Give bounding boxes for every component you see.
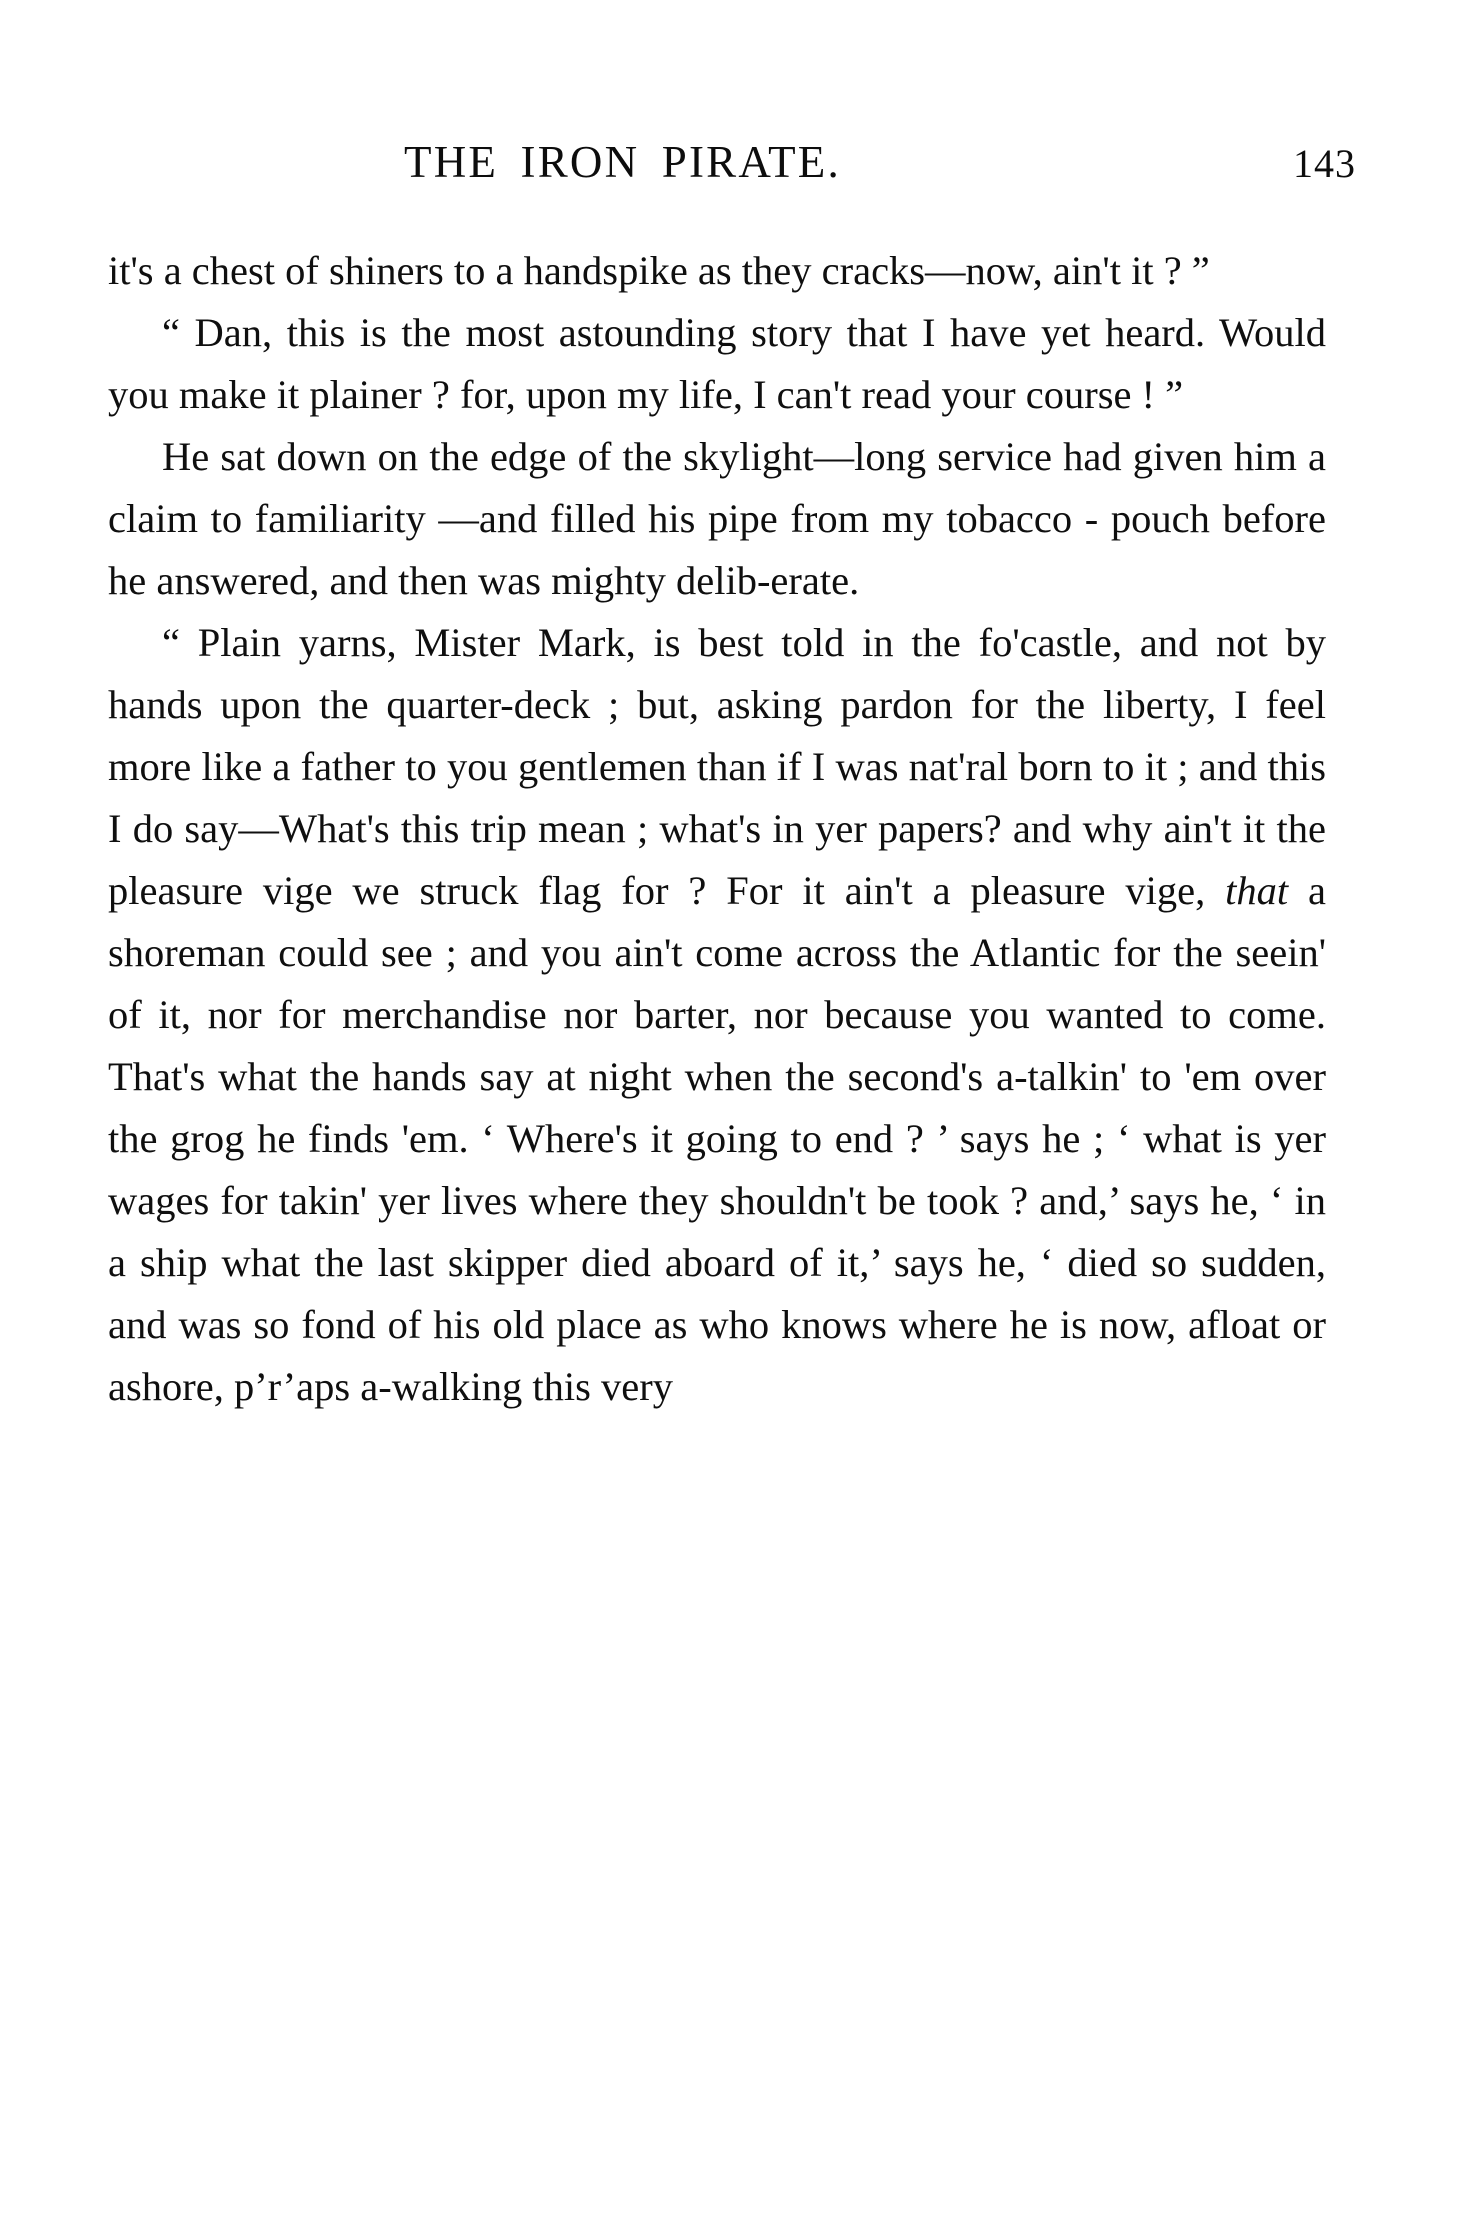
paragraph-3: He sat down on the edge of the skylight—long service had given him a claim to familiarity —and filled his pipe from my tobacco - pouch before he answered, and then was mighty delib-erate. [108, 434, 1326, 603]
paragraph-4-part-2: a shoreman could see ; and you ain't come across the Atlantic for the seein' of it, nor for merchandise nor barter, nor because you wanted to come. That's what the hands say at night when the second's a-talkin' to 'em over the grog he finds 'em. ‘ Where's it going to end ? ’ says he ; ‘ what is yer wages for takin' yer lives where they shouldn't be took ? and,’ says he, ‘ in a ship what the last skipper died aboard of it,’ says he, ‘ died so sudden, and was so fond of his old place as who knows where he is now, afloat or ashore, p’r’aps a-walking this very [108, 868, 1326, 1409]
paragraph-4-part-1: “ Plain yarns, Mister Mark, is best told in the fo'castle, and not by hands upon the quarter-deck ; but, asking pardon for the liberty, I feel more like a father to you gentlemen than if I was nat'ral born to it ; and this I do say—What's this trip mean ; what's in yer papers? and why ain't it the pleasure vige we struck flag for ? For it ain't a pleasure vige, [108, 620, 1326, 913]
paragraph-1: it's a chest of shiners to a handspike as they cracks—now, ain't it ? ” [108, 248, 1210, 293]
paragraph-4 [108, 612, 1326, 1418]
page-number: 143 [1293, 141, 1356, 186]
running-title: THE IRON PIRATE. [404, 137, 841, 187]
page-body [108, 240, 1326, 1418]
paragraph-4-emphasis: that [1225, 868, 1289, 913]
page-header [404, 136, 1356, 188]
paragraph-2: “ Dan, this is the most astounding story that I have yet heard. Would you make it plainer ? for, upon my life, I can't read your course ! ” [108, 310, 1326, 417]
